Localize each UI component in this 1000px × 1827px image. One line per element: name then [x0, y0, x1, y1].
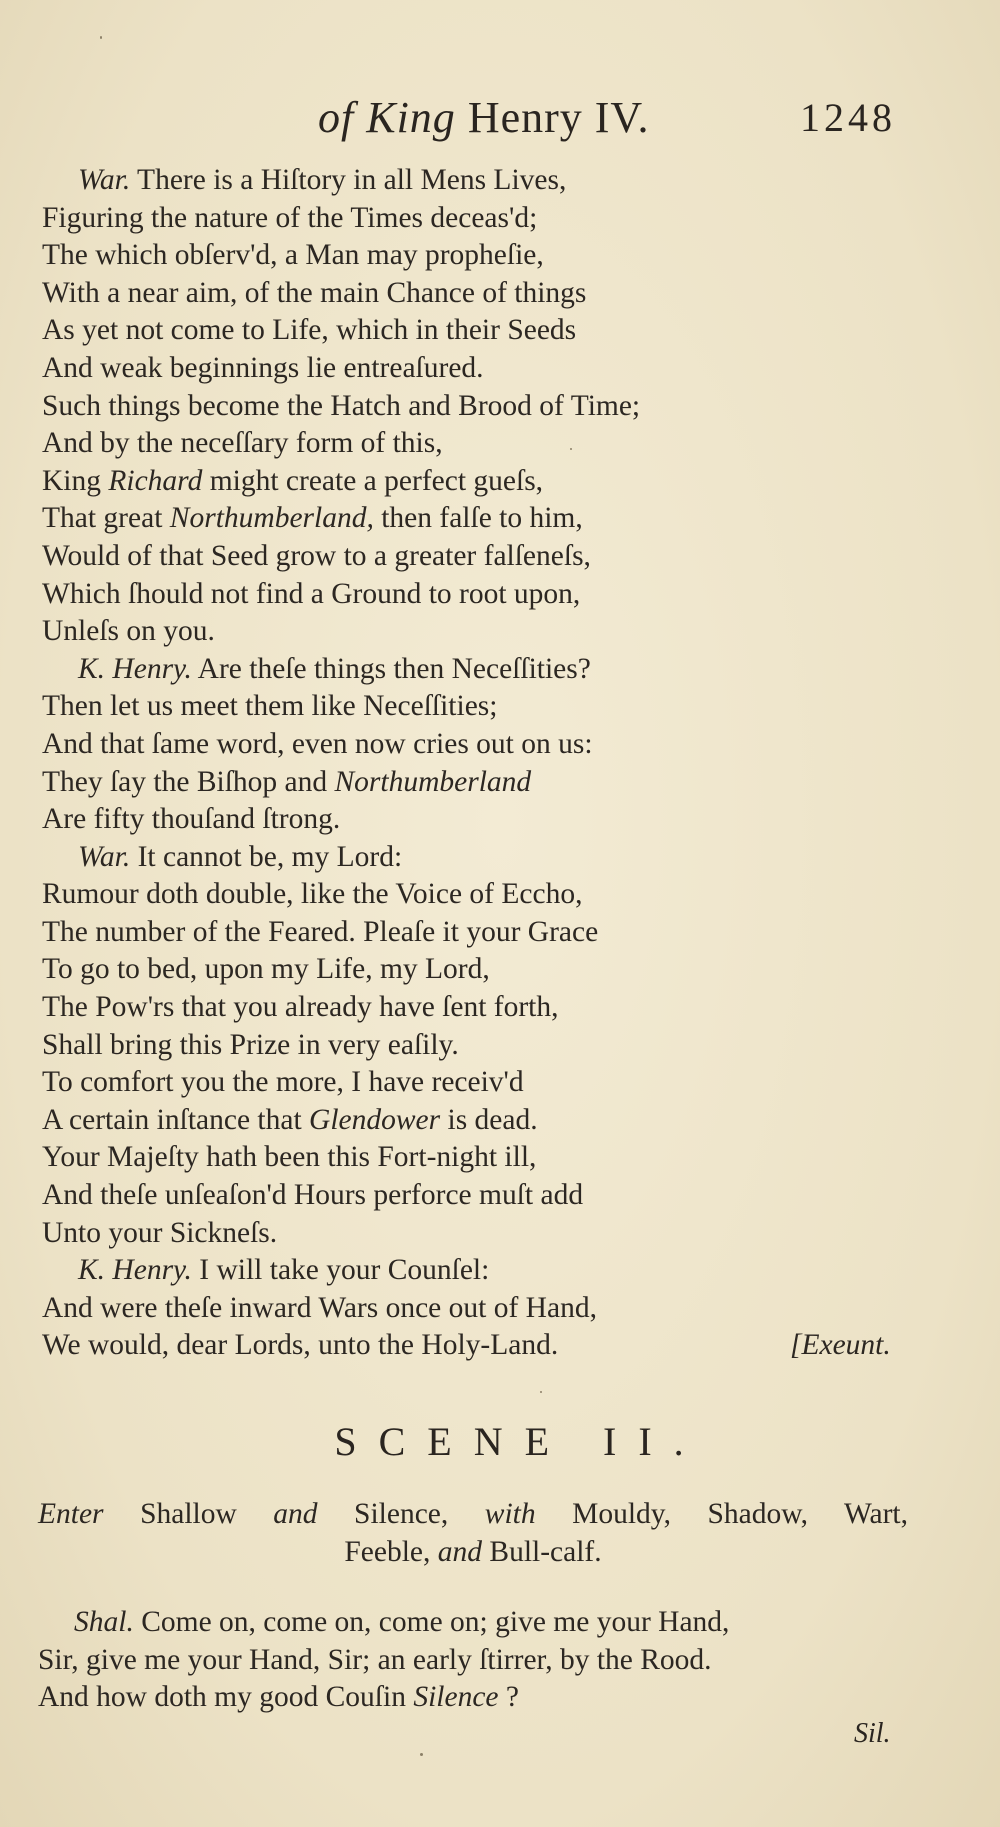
verse-line: As yet not come to Life, which in their Seeds — [42, 314, 577, 347]
verse-text: A certain inſtance that — [42, 1103, 310, 1136]
verse-line: Sir, give me your Hand, Sir; an early ſtirrer, by the Rood. — [38, 1643, 712, 1676]
verse-block — [42, 162, 922, 1365]
verse-line: With a near aim, of the main Chance of things — [42, 276, 587, 309]
verse-text: ? — [498, 1681, 519, 1714]
verse-line — [42, 463, 922, 501]
verse-line: Unto your Sickneſs. — [42, 1216, 278, 1249]
verse-line: Would of that Seed grow to a greater falſeneſs, — [42, 539, 591, 572]
speech-start-line — [38, 1604, 918, 1642]
scene-dialogue — [38, 1604, 918, 1717]
page-number: 1248 — [800, 95, 896, 140]
paper-speck — [540, 1391, 542, 1393]
speech-text: I will take your Counſel: — [191, 1254, 490, 1287]
speaker-name: War. — [78, 164, 131, 196]
verse-line: Figuring the nature of the Times deceas'd; — [42, 201, 538, 234]
enter-word: Enter — [38, 1498, 104, 1530]
scene-heading: SCENE II. — [334, 1419, 706, 1464]
verse-line: To go to bed, upon my Life, my Lord, — [42, 953, 490, 986]
and-word-2: and — [437, 1536, 483, 1568]
verse-line — [42, 500, 922, 538]
verse-line: The Pow'rs that you already have ſent forth, — [42, 991, 559, 1024]
italic-name: Northumberland — [334, 765, 532, 798]
verse-line: Unleſs on you. — [42, 615, 215, 648]
verse-line: Such things become the Hatch and Brood of Time; — [42, 389, 641, 422]
paper-speck — [570, 448, 572, 450]
stage-direction-line-2 — [38, 1533, 908, 1571]
verse-text: then falſe to him, — [373, 502, 583, 535]
and-word: and — [273, 1498, 318, 1530]
title-prefix: of — [318, 93, 355, 142]
verse-line: Your Majeſty hath been this Fort-night ill, — [42, 1141, 537, 1174]
verse-line: And weak beginnings lie entreaſured. — [42, 351, 484, 384]
speech-text: It cannot be, my Lord: — [130, 840, 403, 873]
exeunt-direction: [Exeunt. — [790, 1329, 891, 1362]
character-shallow: Shallow — [103, 1498, 274, 1530]
paper-speck — [420, 1753, 423, 1756]
verse-line — [42, 764, 922, 802]
stage-direction — [38, 1495, 908, 1571]
italic-name: Richard — [108, 464, 203, 497]
speech-start-line — [42, 1252, 922, 1290]
character-bull-calf: Bull-calf. — [482, 1536, 602, 1568]
verse-line: Which ſhould not find a Ground to root upon, — [42, 577, 581, 610]
italic-name: Northumberland, — [169, 502, 374, 535]
verse-line: To comfort you the more, I have receiv'd — [42, 1066, 524, 1099]
speech-start-line — [42, 162, 922, 200]
verse-line: And that ſame word, even now cries out on us: — [42, 727, 593, 760]
speaker-name: War. — [78, 840, 131, 873]
with-word: with — [484, 1498, 536, 1530]
verse-line: And by the neceſſary form of this, — [42, 427, 443, 460]
character-silence: Silence, — [317, 1498, 485, 1530]
characters-list: Mouldy, Shadow, Wart, — [535, 1498, 908, 1530]
stage-direction-line-1 — [38, 1495, 908, 1533]
verse-line: And theſe unſeaſon'd Hours perforce muſt add — [42, 1179, 584, 1212]
speech-text: There is a Hiſtory in all Mens Lives, — [130, 164, 567, 196]
verse-text: is dead. — [440, 1103, 538, 1136]
verse-text: They ſay the Biſhop and — [42, 765, 335, 798]
paper-speck — [100, 36, 102, 39]
verse-line: The which obſerv'd, a Man may propheſie, — [42, 239, 544, 272]
catchword: Sil. — [854, 1718, 891, 1749]
verse-text: We would, dear Lords, unto the Holy-Land. — [42, 1329, 559, 1362]
verse-line: Then let us meet them like Neceſſities; — [42, 690, 498, 723]
speaker-name: K. Henry. — [78, 652, 192, 685]
italic-name: Silence — [413, 1681, 499, 1714]
verse-line: Are fifty thouſand ſtrong. — [42, 803, 341, 836]
title-king: King — [366, 93, 456, 142]
verse-line — [42, 1102, 922, 1140]
verse-line: The number of the Feared. Pleaſe it your Grace — [42, 915, 599, 948]
verse-text: That great — [42, 502, 170, 535]
speech-start-line — [42, 651, 922, 689]
verse-text: might create a perfect gueſs, — [202, 464, 544, 497]
verse-text: And how doth my good Couſin — [38, 1681, 414, 1714]
verse-line: Shall bring this Prize in very eaſily. — [42, 1028, 459, 1061]
verse-line: And were theſe inward Wars once out of Hand, — [42, 1291, 597, 1324]
running-header — [0, 92, 1000, 152]
verse-line — [42, 1327, 922, 1365]
italic-name: Glendower — [309, 1103, 441, 1136]
title-rest: Henry IV. — [467, 93, 650, 142]
character-feeble: Feeble, — [344, 1536, 438, 1568]
speaker-name: Shal. — [74, 1606, 134, 1638]
speech-start-line — [42, 839, 922, 877]
verse-text: King — [42, 464, 109, 497]
speech-text: Are theſe things then Neceſſities? — [191, 652, 591, 685]
running-title — [318, 92, 650, 143]
verse-line — [38, 1679, 918, 1717]
verse-line: Rumour doth double, like the Voice of Eccho, — [42, 878, 583, 911]
speech-text: Come on, come on, come on; give me your Hand, — [133, 1606, 730, 1638]
speaker-name: K. Henry. — [78, 1254, 192, 1287]
